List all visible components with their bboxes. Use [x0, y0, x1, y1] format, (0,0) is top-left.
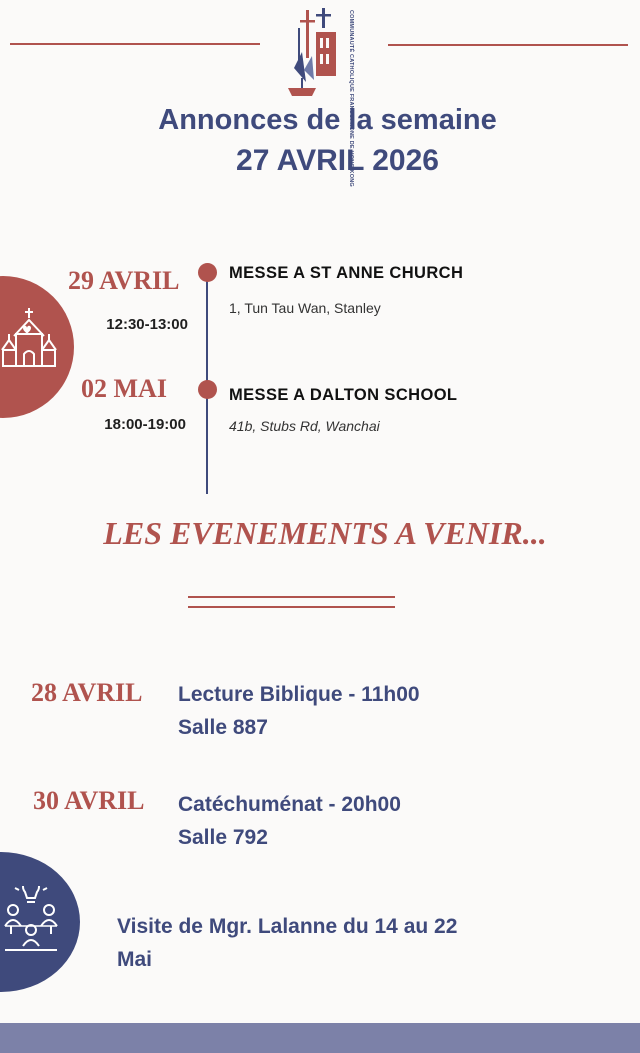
section-rule-bottom — [188, 606, 395, 608]
upcoming-events-heading: LES EVENEMENTS A VENIR... — [103, 515, 547, 551]
mass-2-title: MESSE A DALTON SCHOOL — [229, 386, 458, 404]
event-2-title: Catéchuménat - 20h00 — [178, 793, 401, 816]
announcement-line-2: Mai — [117, 948, 153, 971]
people-lightbulb-icon — [3, 886, 59, 954]
mass-1-title: MESSE A ST ANNE CHURCH — [229, 264, 464, 282]
mass-2-date: 02 MAI — [81, 374, 167, 403]
event-1-room: Salle 887 — [178, 716, 268, 739]
header-rule-left — [10, 43, 260, 45]
week-date: 27 AVRIL 2026 — [236, 144, 439, 177]
page-title: Annonces de la semaine — [158, 104, 497, 136]
logo-emblem — [284, 8, 368, 104]
event-2-date: 30 AVRIL — [33, 786, 145, 815]
timeline-dot-2 — [198, 380, 217, 399]
mass-1-date: 29 AVRIL — [68, 266, 180, 295]
mass-2-address: 41b, Stubs Rd, Wanchai — [229, 418, 380, 434]
mass-1-time: 12:30-13:00 — [106, 316, 188, 333]
footer-bar — [0, 1023, 640, 1053]
event-1-title: Lecture Biblique - 11h00 — [178, 683, 420, 706]
section-rule-top — [188, 596, 395, 598]
event-1-date: 28 AVRIL — [31, 678, 143, 707]
mass-2-time: 18:00-19:00 — [104, 416, 186, 433]
announcement-line-1: Visite de Mgr. Lalanne du 14 au 22 — [117, 915, 458, 938]
header-rule-right — [388, 44, 628, 46]
event-2-room: Salle 792 — [178, 826, 268, 849]
logo-text: COMMUNAUTÉ CATHOLIQUE FRANCOPHONE DE HONG KONG — [348, 10, 354, 187]
mass-1-address: 1, Tun Tau Wan, Stanley — [229, 300, 381, 316]
timeline-dot-1 — [198, 263, 217, 282]
